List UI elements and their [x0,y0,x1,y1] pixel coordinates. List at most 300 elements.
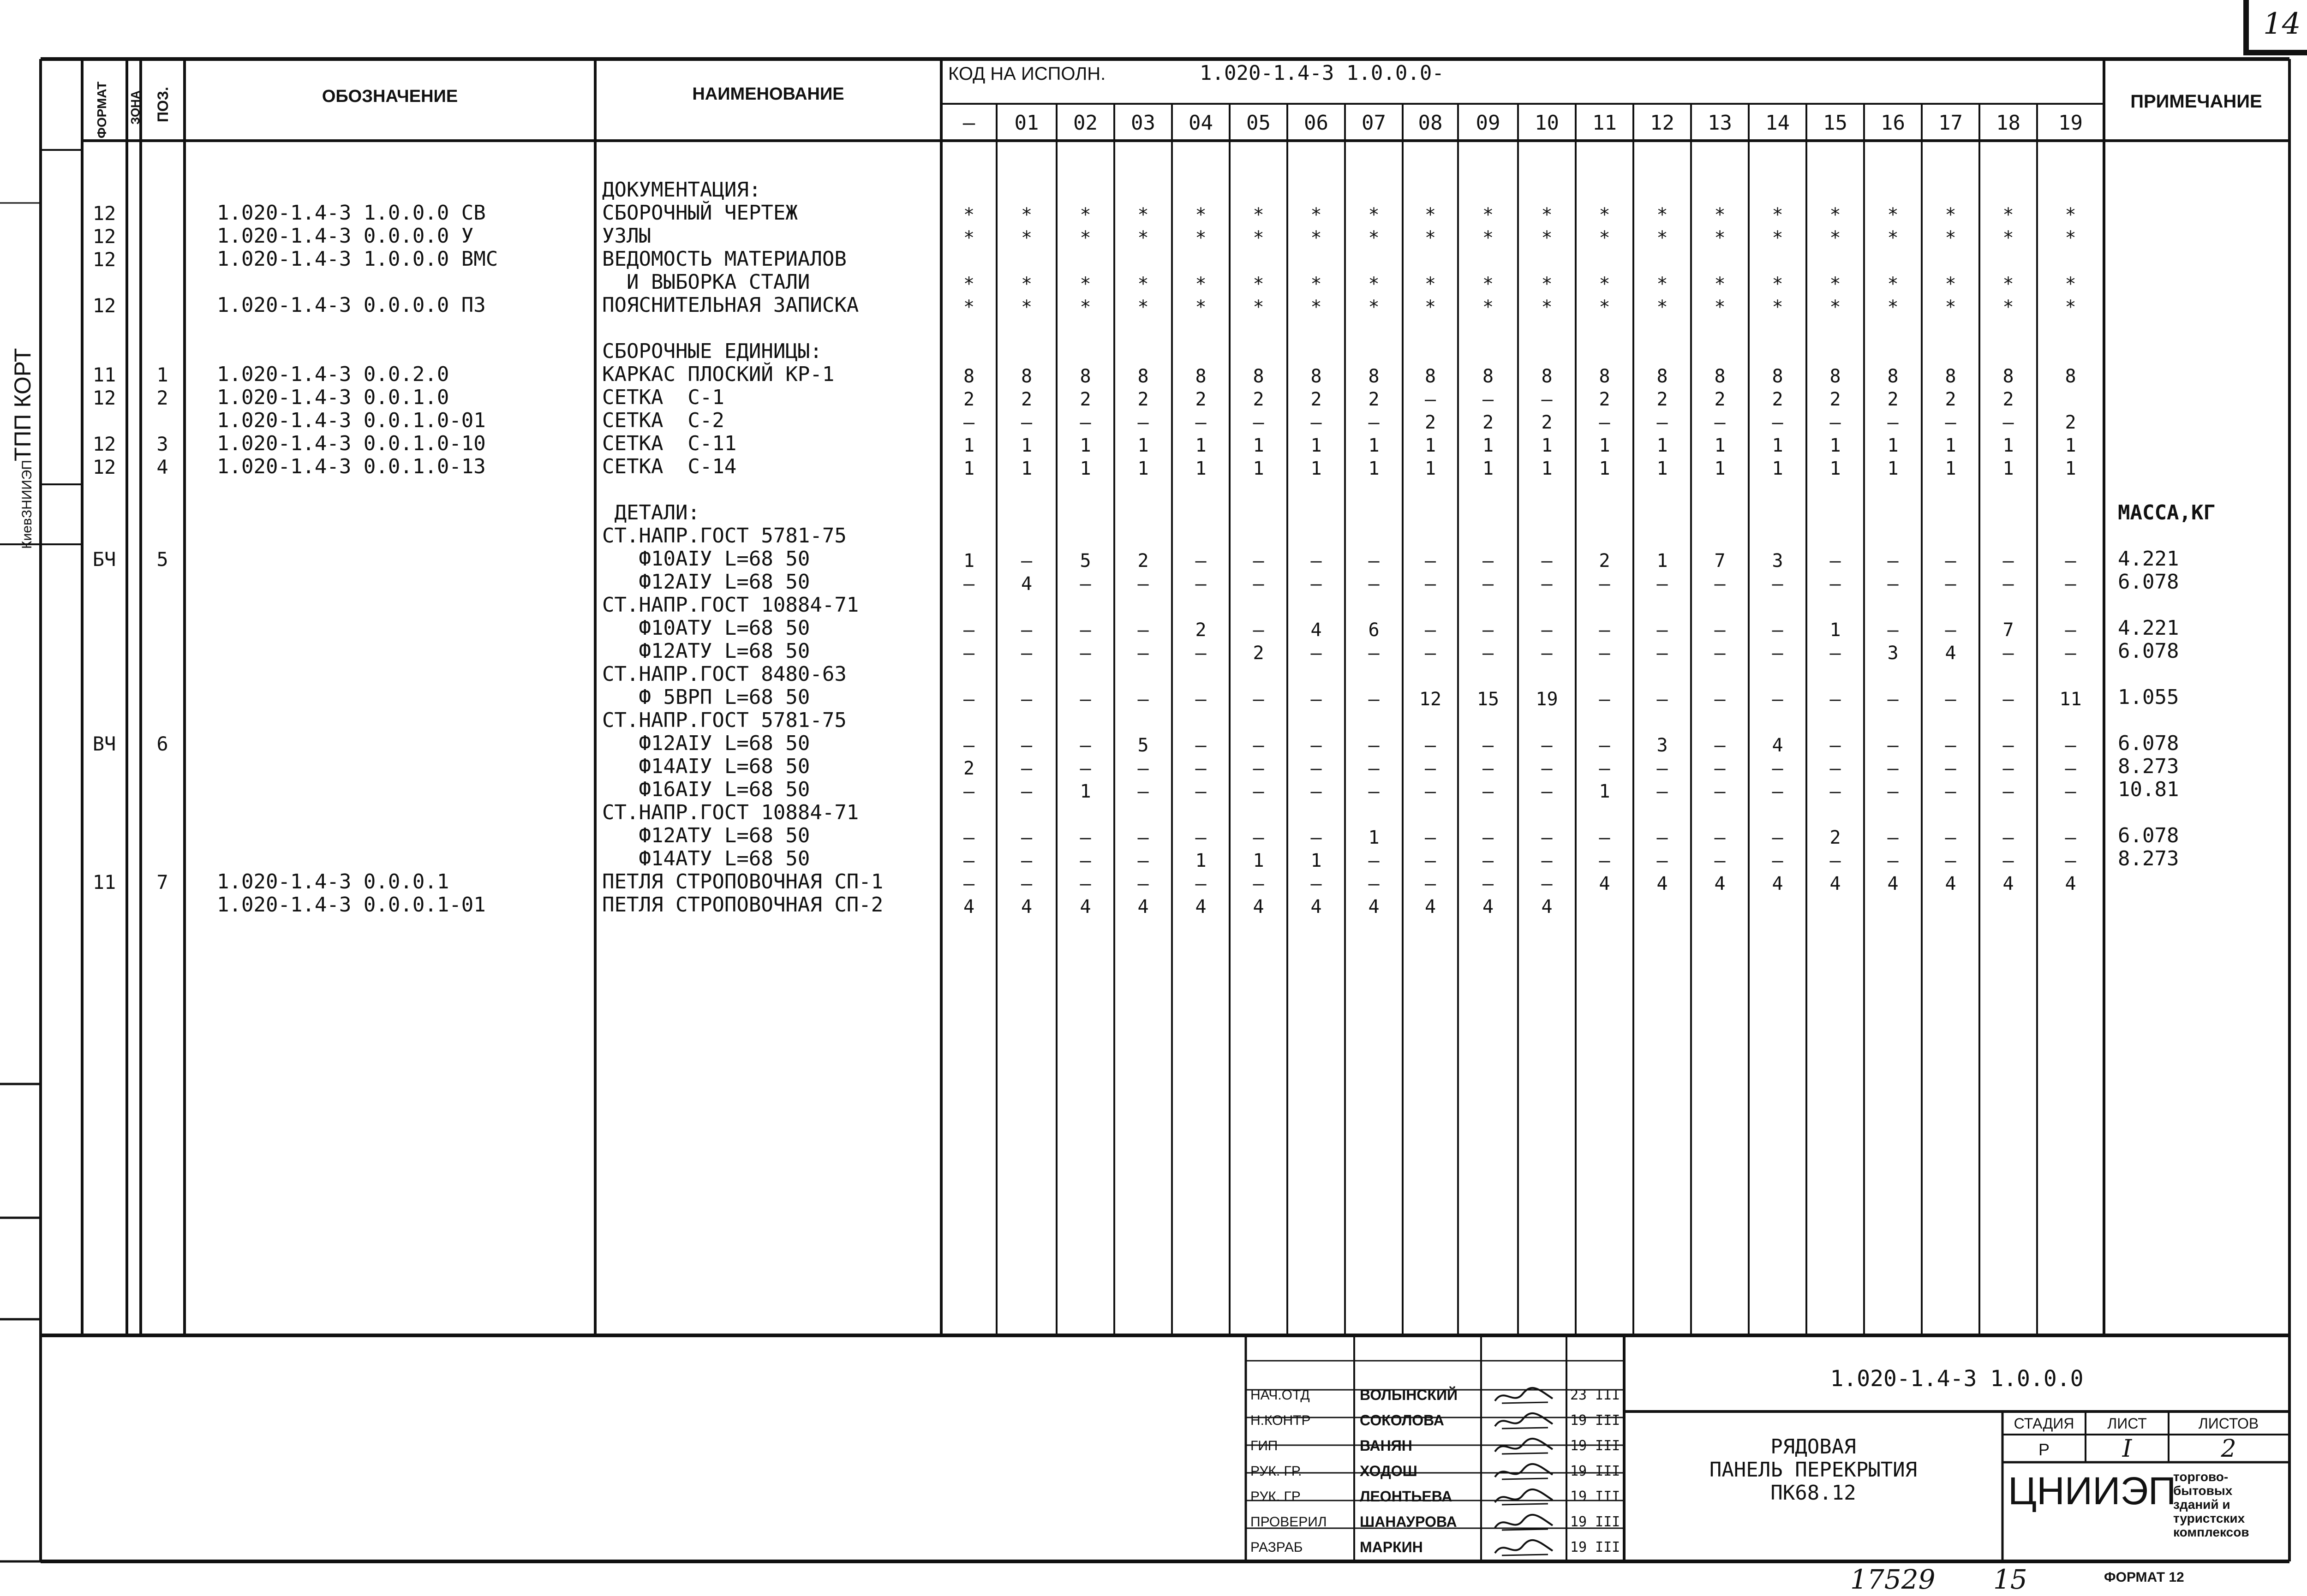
row-name: ВЕДОМОСТЬ МАТЕРИАЛОВ [602,247,847,271]
row-qty-cell: 1 [2002,458,2014,479]
row-qty-cell: – [1887,619,1899,641]
row-qty-cell: – [1656,619,1668,641]
row-qty-cell: – [1945,735,1956,756]
row-qty-cell: – [1829,758,1841,779]
row-qty-cell: 2 [1368,389,1380,410]
row-qty-cell: – [1599,643,1610,664]
row-qty-cell: 1 [1021,435,1033,456]
row-qty-cell: – [1945,550,1956,572]
row-qty-cell: – [2065,619,2076,641]
row-qty-cell: 11 [2059,689,2082,710]
row-qty-cell: * [1310,297,1322,318]
row-qty-cell: – [1310,781,1322,802]
row-qty-cell: – [1310,643,1322,664]
row-format: 12 [92,248,116,271]
row-format: 12 [92,387,116,409]
row-qty-cell: 1 [1714,435,1726,456]
side-stamp-kort: ТПП КОРТ [10,348,36,461]
signature [1493,1486,1557,1512]
variant-header-0: — [962,111,975,135]
stage-value: Р [2038,1440,2050,1459]
row-qty-cell: * [1945,204,1956,226]
row-qty-cell: – [963,781,975,802]
row-qty-cell: – [1829,850,1841,871]
row-qty-cell: 2 [1656,389,1668,410]
row-qty-cell: 2 [2002,389,2014,410]
row-qty-cell: – [1021,735,1033,756]
row-qty-cell: – [1137,643,1149,664]
row-qty-cell: – [1368,643,1380,664]
row-qty-cell: 1 [1887,435,1899,456]
row-qty-cell: * [2002,204,2014,226]
row-qty-cell: 4 [1829,873,1841,894]
row-qty-cell: – [1541,850,1553,871]
variant-header-9: 09 [1476,111,1500,135]
row-qty-cell: 1 [1368,827,1380,848]
row-qty-cell: 1 [1482,458,1494,479]
row-qty-cell: 4 [1714,873,1726,894]
row-qty-cell: – [1253,689,1264,710]
row-qty-cell: 15 [1476,689,1500,710]
row-qty-cell: – [1253,550,1264,572]
row-qty-cell: * [2065,227,2076,249]
row-qty-cell: * [2065,204,2076,226]
row-qty-cell: * [1195,274,1207,295]
row-qty-cell: – [1080,619,1091,641]
row-qty-cell: * [1137,227,1149,249]
row-qty-cell: 1 [963,550,975,572]
row-qty-cell: – [963,619,975,641]
row-qty-cell: 1 [1656,435,1668,456]
row-qty-cell: – [1021,758,1033,779]
row-qty-cell: – [1424,735,1436,756]
row-qty-cell: 8 [1599,366,1610,387]
row-qty-cell: – [2002,573,2014,595]
row-qty-cell: – [1541,827,1553,848]
row-qty-cell: * [1253,227,1264,249]
row-qty-cell: 4 [1772,873,1783,894]
row-qty-cell: * [1424,227,1436,249]
row-qty-cell: – [1945,850,1956,871]
row-qty-cell: 4 [1656,873,1668,894]
row-qty-cell: * [1137,297,1149,318]
row-name: КАРКАС ПЛОСКИЙ КР-1 [602,363,835,386]
row-qty-cell: 2 [1080,389,1091,410]
row-qty-cell: – [2002,550,2014,572]
row-qty-cell: – [1714,619,1726,641]
title-role: Н.КОНТР [1250,1413,1311,1428]
row-format: ВЧ [92,732,116,755]
row-qty-cell: 1 [1482,435,1494,456]
row-qty-cell: – [1599,827,1610,848]
signature [1493,1385,1557,1410]
row-qty-cell: – [2002,781,2014,802]
row-qty-cell: – [1887,758,1899,779]
row-name: Ф 5ВРП L=68 50 [602,685,810,709]
row-name: Ф16АIУ L=68 50 [602,778,810,801]
variant-header-3: 03 [1131,111,1155,135]
signature [1493,1512,1557,1537]
row-name: СБОРОЧНЫЕ ЕДИНИЦЫ: [602,339,822,363]
row-name: СТ.НАПР.ГОСТ 5781-75 [602,524,847,548]
row-qty-cell: 8 [963,366,975,387]
row-qty-cell: 4 [1887,873,1899,894]
row-qty-cell: – [1195,550,1207,572]
row-qty-cell: 2 [1253,643,1264,664]
row-qty-cell: – [1368,758,1380,779]
row-qty-cell: – [1772,827,1783,848]
row-qty-cell: – [1482,850,1494,871]
row-qty-cell: – [1021,827,1033,848]
format-label: ФОРМАТ 12 [2104,1570,2184,1585]
variant-header-7: 07 [1362,111,1386,135]
organization-subtitle: торгово- [2173,1470,2229,1484]
row-qty-cell: – [1482,619,1494,641]
row-qty-cell: 8 [2065,366,2076,387]
row-qty-cell: – [1310,689,1322,710]
row-qty-cell: 2 [2065,412,2076,433]
variant-header-10: 10 [1535,111,1559,135]
row-qty-cell: * [1656,274,1668,295]
organization-subtitle: бытовых [2173,1483,2233,1498]
row-qty-cell: – [2065,758,2076,779]
row-qty-cell: 1 [1195,458,1207,479]
variant-header-13: 13 [1708,111,1732,135]
signature [1493,1435,1557,1461]
row-qty-cell: * [1656,204,1668,226]
row-qty-cell: 2 [1772,389,1783,410]
row-qty-cell: 1 [2065,458,2076,479]
row-qty-cell: – [1310,735,1322,756]
header-code-label: КОД НА ИСПОЛН. [948,64,1106,84]
row-qty-cell: – [1541,573,1553,595]
row-qty-cell: 4 [1945,873,1956,894]
row-qty-cell: – [1195,827,1207,848]
row-qty-cell: – [1945,758,1956,779]
row-name: Ф12АТУ L=68 50 [602,639,810,663]
row-qty-cell: 1 [1080,781,1091,802]
row-qty-cell: 2 [1195,619,1207,641]
variant-header-14: 14 [1765,111,1790,135]
variant-header-16: 16 [1881,111,1905,135]
row-qty-cell: 1 [1599,458,1610,479]
row-qty-cell: * [1368,274,1380,295]
row-qty-cell: 1 [1195,435,1207,456]
row-name: СЕТКА С-14 [602,455,737,478]
row-qty-cell: 4 [1021,573,1033,595]
row-qty-cell: * [1599,297,1610,318]
variant-header-15: 15 [1823,111,1847,135]
header-code-value: 1.020-1.4-3 1.0.0.0- [1200,61,1444,85]
row-format: 12 [92,456,116,478]
row-qty-cell: – [1714,735,1726,756]
row-qty-cell: – [1253,827,1264,848]
row-qty-cell: 2 [1541,412,1553,433]
row-qty-cell: – [1424,619,1436,641]
row-note: 4.221 [2118,547,2179,571]
row-name: ПОЯСНИТЕЛЬНАЯ ЗАПИСКА [602,293,859,317]
title-role: ПРОВЕРИЛ [1250,1514,1327,1530]
row-position: 5 [156,548,168,571]
row-qty-cell: – [963,689,975,710]
row-qty-cell: * [1424,204,1436,226]
row-qty-cell: – [1424,781,1436,802]
row-qty-cell: – [1599,758,1610,779]
row-qty-cell: * [1253,274,1264,295]
row-qty-cell: 2 [963,389,975,410]
row-qty-cell: – [1482,735,1494,756]
inventory-number: 17529 [1850,1564,1936,1595]
row-qty-cell: * [1945,297,1956,318]
row-note: 6.078 [2118,570,2179,594]
header-pos: ПОЗ. [155,87,171,122]
row-qty-cell: 4 [1772,735,1783,756]
row-name: ПЕТЛЯ СТРОПОВОЧНАЯ СП-2 [602,893,884,917]
row-qty-cell: * [1310,227,1322,249]
row-qty-cell: – [1253,573,1264,595]
row-qty-cell: 2 [1424,412,1436,433]
row-qty-cell: * [2065,274,2076,295]
row-qty-cell: 2 [1829,389,1841,410]
row-qty-cell: * [1541,274,1553,295]
row-qty-cell: – [1195,781,1207,802]
row-qty-cell: – [963,643,975,664]
row-qty-cell: * [1772,297,1783,318]
row-qty-cell: * [1080,227,1091,249]
row-designation: 1.020-1.4-3 0.0.0.0 ПЗ [217,293,486,317]
title-person: ВОЛЫНСКИЙ [1360,1387,1458,1403]
row-qty-cell: – [1021,412,1033,433]
row-qty-cell: * [1424,274,1436,295]
row-qty-cell: 2 [963,758,975,779]
title-date: 19 III [1570,1438,1620,1454]
row-format: 12 [92,225,116,248]
row-qty-cell: – [1080,873,1091,894]
row-qty-cell: – [1656,850,1668,871]
row-name: УЗЛЫ [602,224,651,248]
row-note: 8.273 [2118,847,2179,870]
sheets-value: 2 [2221,1435,2236,1463]
row-qty-cell: – [1424,873,1436,894]
row-qty-cell: 1 [1656,550,1668,572]
title-date: 19 III [1570,1412,1620,1429]
row-qty-cell: – [1541,550,1553,572]
row-qty-cell: – [1887,827,1899,848]
row-qty-cell: 1 [1253,435,1264,456]
row-qty-cell: * [1368,297,1380,318]
row-qty-cell: – [1021,550,1033,572]
row-position: 6 [156,732,168,755]
row-qty-cell: – [1482,758,1494,779]
row-qty-cell: 4 [1021,896,1033,917]
row-qty-cell: – [1310,412,1322,433]
row-designation: 1.020-1.4-3 1.0.0.0 СВ [217,201,486,225]
header-note: ПРИМЕЧАНИЕ [2130,91,2262,112]
row-qty-cell: – [1482,827,1494,848]
row-qty-cell: * [1021,297,1033,318]
row-qty-cell: 2 [1482,412,1494,433]
row-qty-cell: 8 [1080,366,1091,387]
row-qty-cell: – [1599,619,1610,641]
row-qty-cell: 1 [1945,458,1956,479]
title-role: НАЧ.ОТД [1250,1388,1310,1403]
variant-header-19: 19 [2058,111,2083,135]
signature [1493,1537,1557,1562]
row-qty-cell: – [1424,643,1436,664]
row-qty-cell: 4 [1541,896,1553,917]
row-qty-cell: * [1195,227,1207,249]
row-qty-cell: * [1887,227,1899,249]
row-qty-cell: 7 [2002,619,2014,641]
header-zone: ЗОНА [128,90,142,125]
row-qty-cell: – [2065,781,2076,802]
row-qty-cell: 4 [1253,896,1264,917]
row-format: 12 [92,202,116,225]
row-position: 2 [156,387,168,409]
row-qty-cell: – [1253,758,1264,779]
row-qty-cell: – [1424,573,1436,595]
row-qty-cell: – [1310,758,1322,779]
row-qty-cell: – [1714,781,1726,802]
row-qty-cell: 8 [1021,366,1033,387]
title-person: МАРКИН [1360,1539,1423,1555]
row-qty-cell: 1 [1656,458,1668,479]
row-qty-cell: * [963,274,975,295]
row-designation: 1.020-1.4-3 0.0.1.0-01 [217,409,486,432]
row-qty-cell: * [963,297,975,318]
row-qty-cell: – [1656,412,1668,433]
row-qty-cell: – [1714,412,1726,433]
stage-label: СТАДИЯ [2014,1415,2074,1432]
row-qty-cell: – [1772,689,1783,710]
row-format: 12 [92,433,116,455]
variant-header-4: 04 [1189,111,1213,135]
row-qty-cell: * [2002,297,2014,318]
row-qty-cell: * [1772,204,1783,226]
row-designation: 1.020-1.4-3 0.0.1.0-10 [217,432,486,455]
row-qty-cell: – [1599,689,1610,710]
sheet-number: 14 [2263,7,2301,41]
row-qty-cell: 1 [1424,458,1436,479]
row-qty-cell: * [1599,274,1610,295]
row-qty-cell: – [1021,689,1033,710]
row-name: СБОРОЧНЫЙ ЧЕРТЕЖ [602,201,798,225]
row-qty-cell: – [1368,735,1380,756]
row-qty-cell: * [1887,204,1899,226]
row-qty-cell: – [1599,573,1610,595]
row-qty-cell: – [1829,643,1841,664]
row-designation: 1.020-1.4-3 0.0.2.0 [217,363,449,386]
row-designation: 1.020-1.4-3 0.0.0.1 [217,870,449,893]
row-qty-cell: 8 [1137,366,1149,387]
row-qty-cell: * [1195,297,1207,318]
row-qty-cell: 8 [1310,366,1322,387]
row-qty-cell: – [1253,735,1264,756]
row-qty-cell: 2 [1137,389,1149,410]
row-qty-cell: – [1310,827,1322,848]
row-qty-cell: – [1656,643,1668,664]
row-qty-cell: – [1541,781,1553,802]
row-qty-cell: 2 [1887,389,1899,410]
row-qty-cell: – [1253,619,1264,641]
variant-header-1: 01 [1014,111,1039,135]
row-qty-cell: 1 [1080,458,1091,479]
row-qty-cell: – [1541,389,1553,410]
row-qty-cell: – [1195,735,1207,756]
row-qty-cell: 8 [1714,366,1726,387]
row-qty-cell: – [1424,850,1436,871]
row-qty-cell: – [1714,573,1726,595]
variant-header-11: 11 [1592,111,1617,135]
row-qty-cell: * [963,204,975,226]
row-qty-cell: 8 [1195,366,1207,387]
row-name: ДЕТАЛИ: [602,501,700,524]
row-qty-cell: – [1945,412,1956,433]
row-position: 7 [156,871,168,893]
title-role: РАЗРАБ [1250,1540,1303,1555]
row-qty-cell: – [2002,827,2014,848]
row-qty-cell: 4 [1137,896,1149,917]
row-qty-cell: – [1541,758,1553,779]
title-doc-code: 1.020-1.4-3 1.0.0.0 [1830,1366,2084,1392]
row-qty-cell: * [1482,204,1494,226]
row-qty-cell: – [1137,689,1149,710]
row-qty-cell: – [1080,758,1091,779]
row-qty-cell: * [1021,274,1033,295]
row-qty-cell: 1 [1310,850,1322,871]
row-qty-cell: – [1368,550,1380,572]
row-qty-cell: 1 [1772,458,1783,479]
row-qty-cell: 3 [1656,735,1668,756]
row-qty-cell: – [1310,550,1322,572]
row-designation: 1.020-1.4-3 0.0.0.0 У [217,224,474,248]
row-qty-cell: 2 [1253,389,1264,410]
row-qty-cell: – [1887,689,1899,710]
title-person: ХОДОШ [1360,1463,1417,1479]
row-qty-cell: * [2065,297,2076,318]
row-format: БЧ [92,548,116,571]
row-qty-cell: * [1599,227,1610,249]
row-qty-cell: 2 [1599,389,1610,410]
row-qty-cell: – [1080,735,1091,756]
title-person: ЛЕОНТЬЕВА [1360,1488,1452,1505]
row-qty-cell: 1 [1772,435,1783,456]
row-qty-cell: – [1772,758,1783,779]
row-qty-cell: 4 [1195,896,1207,917]
row-qty-cell: – [1195,689,1207,710]
row-qty-cell: – [2002,758,2014,779]
row-name: СТ.НАПР.ГОСТ 10884-71 [602,801,859,824]
header-designation: ОБОЗНАЧЕНИЕ [322,87,458,106]
row-qty-cell: 3 [1772,550,1783,572]
row-qty-cell: – [1080,827,1091,848]
row-qty-cell: * [1080,297,1091,318]
row-qty-cell: – [1772,412,1783,433]
row-qty-cell: – [1080,643,1091,664]
row-qty-cell: – [1541,735,1553,756]
row-qty-cell: * [963,227,975,249]
row-qty-cell: – [1656,827,1668,848]
row-qty-cell: – [1829,735,1841,756]
row-qty-cell: 1 [1253,850,1264,871]
row-qty-cell: 2 [1195,389,1207,410]
row-qty-cell: – [1424,827,1436,848]
title-role: РУК. ГР [1250,1489,1301,1504]
row-qty-cell: 8 [1887,366,1899,387]
row-qty-cell: * [1656,297,1668,318]
row-qty-cell: – [1541,619,1553,641]
row-qty-cell: – [1368,412,1380,433]
